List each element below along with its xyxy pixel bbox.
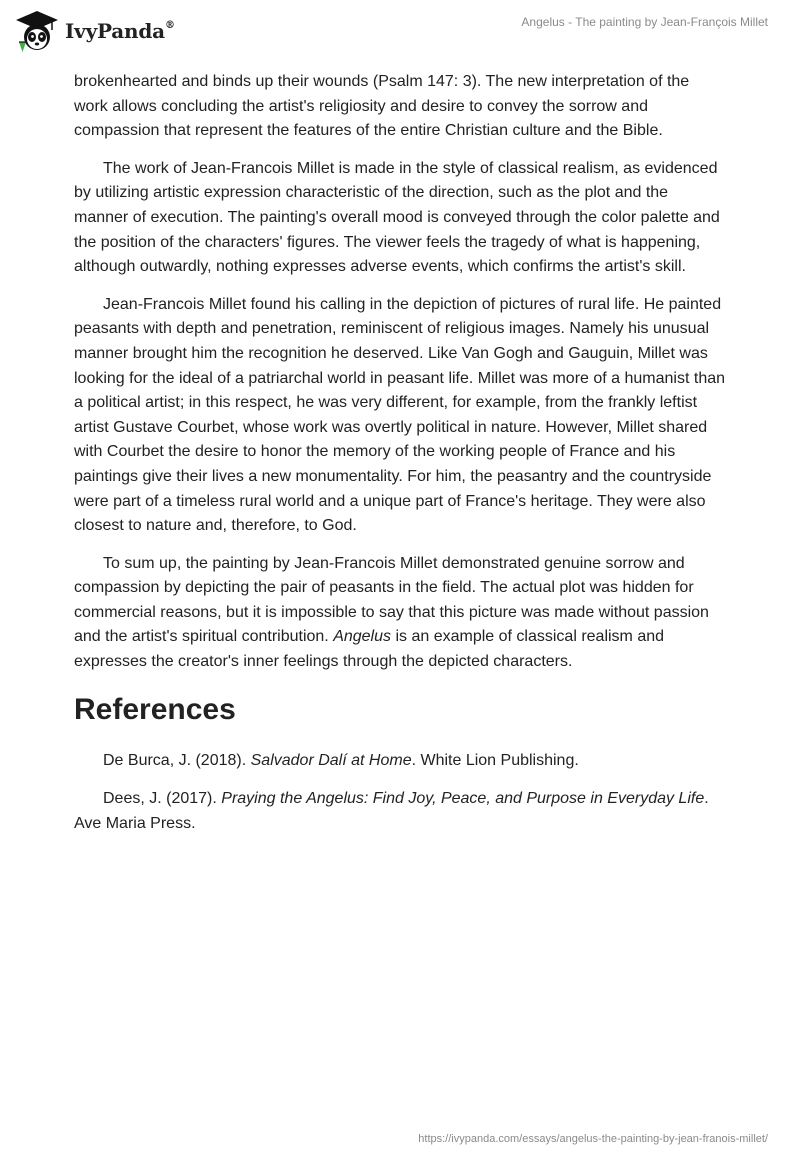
source-url[interactable]: https://ivypanda.com/essays/angelus-the-painting-by-jean-franois-millet/ (418, 1133, 768, 1145)
document-title: Angelus - The painting by Jean-François Millet (521, 15, 768, 29)
paragraph-1: brokenhearted and binds up their wounds (Psalm 147: 3). The new interpretation of the work allows concluding the artist's religiosity and desire to convey the sorrow and compassion that represent the features of the entire Christian culture and the Bible. (74, 73, 690, 140)
brand-name: IvyPanda® (65, 19, 175, 43)
panda-graduate-icon (14, 8, 60, 54)
references-heading: References (74, 692, 236, 726)
reference-item: Dees, J. (2017). Praying the Angelus: Find Joy, Peace, and Purpose in Everyday Life. Ave Maria Press. (74, 790, 709, 832)
page-header (0, 0, 800, 68)
ivypanda-logo[interactable] (14, 8, 175, 54)
essay-content (74, 70, 726, 850)
painting-title: Angelus (333, 628, 392, 646)
paragraph-3: Jean-Francois Millet found his calling in the depiction of pictures of rural life. He painted peasants with depth and penetration, reminiscent of religious images. Namely his unusual manner brought him the recognition he deserved. Like Van Gogh and Gauguin, Millet was looking for the ideal of a patriarchal world in peasant life. Millet was more of a humanist than a political artist; in this respect, he was very different, for example, from the frankly leftist artist Gustave Courbet, whose work was overtly political in nature. However, Millet shared with Courbet the desire to honor the memory of the working people of France and his paintings give their lives a new monumentality. For him, the peasantry and the countryside were part of a timeless rural world and a unique part of France's heritage. They were also closest to nature and, therefore, to God. (74, 295, 726, 535)
paragraph-2: The work of Jean-Francois Millet is made in the style of classical realism, as evidenced by utilizing artistic expression characteristic of the direction, such as the plot and the manner of execution. The painting's overall mood is conveyed through the color palette and the position of the characters' figures. The viewer feels the tragedy of what is happening, although outwardly, nothing expresses adverse events, which confirms the artist's skill. (74, 159, 720, 276)
paragraph-4: To sum up, the painting by Jean-Francois Millet demonstrated genuine sorrow and compassion by depicting the pair of peasants in the field. The actual plot was hidden for commercial reasons, but it is impossible to say that this picture was made without passion and the artist's spiritual contribution. Angelus is an example of classical realism and expresses the creator's inner feelings through the depicted characters. (74, 554, 709, 671)
reference-item: De Burca, J. (2018). Salvador Dalí at Home. White Lion Publishing. (103, 751, 579, 769)
